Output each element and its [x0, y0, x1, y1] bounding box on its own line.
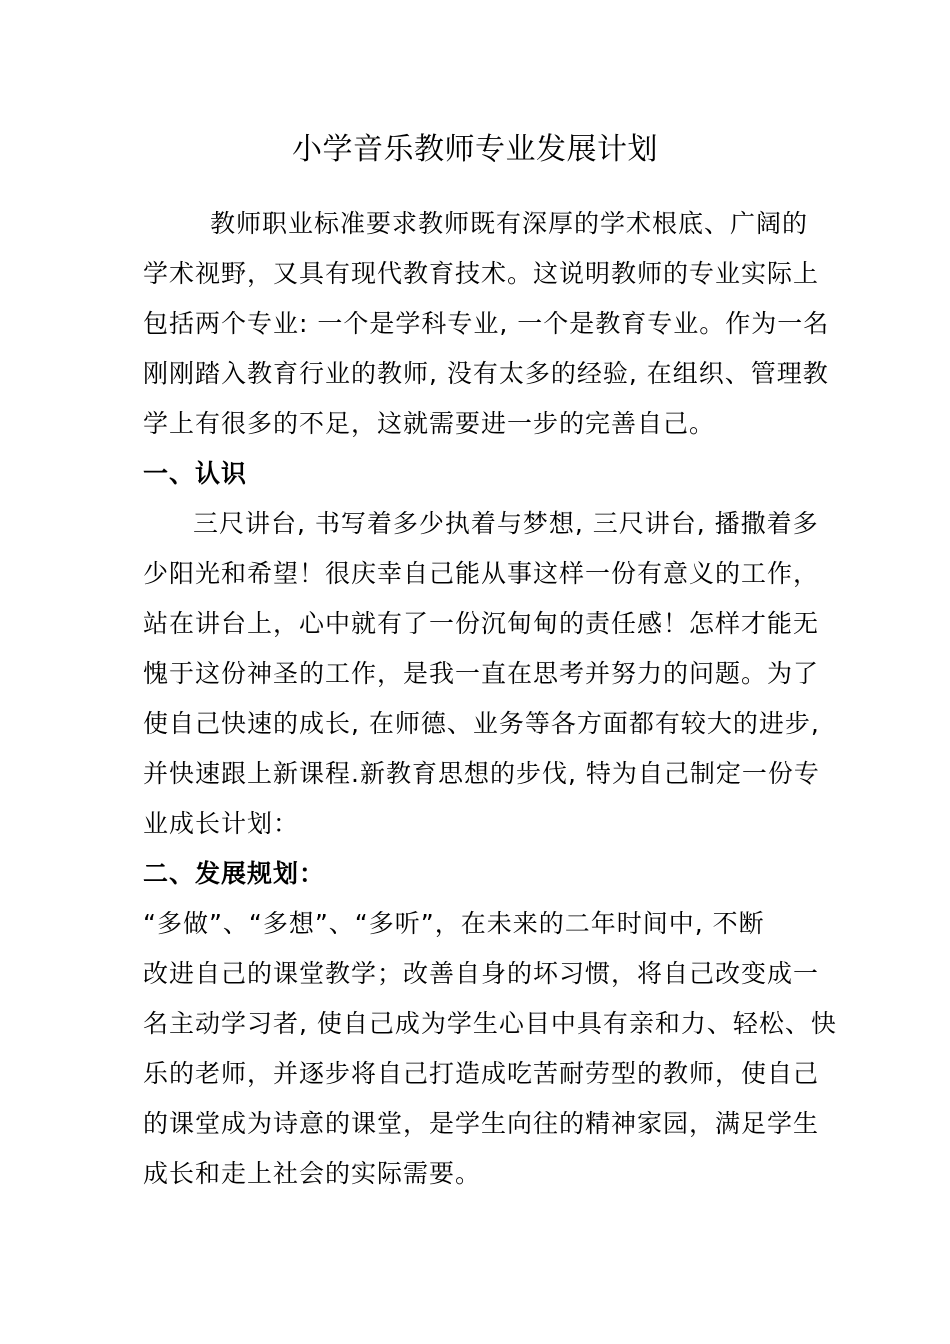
- intro-line-4: 刚刚踏入教育行业的教师, 没有太多的经验, 在组织、管理教: [143, 359, 829, 388]
- section2-heading: 二、发展规划：: [143, 859, 326, 888]
- intro-line-5: 学上有很多的不足，这就需要进一步的完善自己。: [143, 409, 716, 438]
- section2-line-6: 成长和走上社会的实际需要。: [143, 1159, 482, 1188]
- section1-line-7: 业成长计划：: [143, 809, 300, 838]
- section2-line-2: 改进自己的课堂教学；改善自身的坏习惯，将自己改变成一: [143, 959, 820, 988]
- section1-line-2: 少阳光和希望！很庆幸自己能从事这样一份有意义的工作，: [143, 559, 820, 588]
- section1-line-3: 站在讲台上，心中就有了一份沉甸甸的责任感！怎样才能无: [143, 609, 820, 638]
- intro-line-1: 教师职业标准要求教师既有深厚的学术根底、广阔的: [210, 209, 809, 238]
- section1-heading: 一、认识: [143, 459, 248, 488]
- intro-line-2: 学术视野，又具有现代教育技术。这说明教师的专业实际上: [143, 259, 820, 288]
- section2-line-1: “多做”、“多想”、“多听”，在未来的二年时间中, 不断: [143, 909, 765, 938]
- document-title: 小学音乐教师专业发展计划: [292, 132, 658, 167]
- section2-line-3: 名主动学习者, 使自己成为学生心目中具有亲和力、轻松、快: [143, 1009, 837, 1038]
- section1-line-5: 使自己快速的成长, 在师德、业务等各方面都有较大的进步,: [143, 709, 820, 738]
- section1-line-1: 三尺讲台, 书写着多少执着与梦想, 三尺讲台, 播撒着多: [193, 509, 819, 538]
- intro-line-3: 包括两个专业: 一个是学科专业, 一个是教育专业。作为一名: [143, 309, 830, 338]
- section1-line-4: 愧于这份神圣的工作，是我一直在思考并努力的问题。为了: [143, 659, 820, 688]
- section2-line-4: 乐的老师，并逐步将自己打造成吃苦耐劳型的教师，使自己: [143, 1059, 820, 1088]
- section1-line-6: 并快速跟上新课程.新教育思想的步伐, 特为自己制定一份专: [143, 759, 820, 788]
- section2-line-5: 的课堂成为诗意的课堂，是学生向往的精神家园，满足学生: [143, 1109, 820, 1138]
